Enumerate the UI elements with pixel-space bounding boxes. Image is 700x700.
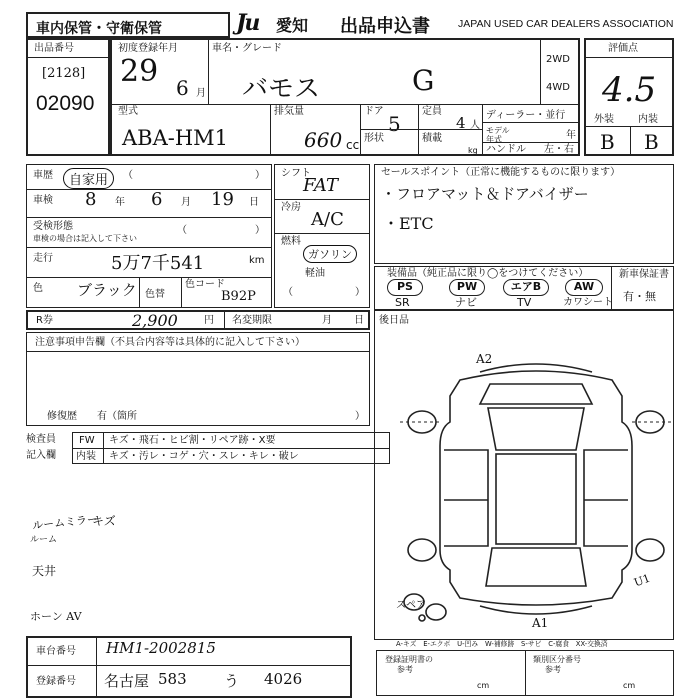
exterior-label: 外装 [594, 114, 614, 125]
mileage-unit: km [249, 255, 265, 266]
color-code-label: 色コード [185, 279, 225, 290]
year-unit: 年 [566, 130, 576, 141]
name-change-day: 日 [354, 315, 364, 326]
name-change-month: 月 [322, 315, 332, 326]
lot-number: 02090 [36, 92, 95, 115]
shift-value: FAT [303, 175, 338, 196]
handle-lr: 左・右 [544, 144, 574, 155]
insp-day: 19 [211, 189, 234, 210]
footer-ref-3: 類別区分番号 [533, 655, 581, 664]
lot-box [26, 38, 110, 156]
lot-label: 出品番号 [34, 43, 74, 54]
usage-paren: （ [123, 170, 133, 181]
equip-ps: PS [387, 279, 423, 296]
spare-label: スペア [396, 600, 426, 611]
chassis-label: 車台番号 [36, 646, 76, 657]
score-box [584, 38, 674, 156]
fuel-label: 燃料 [281, 236, 301, 247]
diagram-legend: A-キズ E-エクボ U-凹み W-補修跡 S-サビ C-腐食 XX-交換済 [396, 640, 608, 648]
reg-number: 4026 [264, 670, 303, 688]
fw-label: FW [79, 435, 95, 446]
score-value: 4.5 [602, 70, 657, 110]
interior-label: 内装 [638, 114, 658, 125]
received-note: 車検の場合は記入して下さい [33, 234, 137, 243]
registration-box [110, 38, 580, 156]
recycle-box [26, 310, 370, 330]
selling-point-1: ・フロアマット＆ドアバイザー [381, 185, 589, 203]
equipment-label: 装備品（純正品に限り◯をつけてください） [387, 268, 589, 279]
inspector-section [26, 432, 370, 466]
recycle-yen: 円 [204, 315, 214, 326]
usage-type: 自家用 [63, 168, 114, 189]
reg-area: 名古屋 [104, 672, 150, 690]
fuel-paren: （ [283, 287, 293, 298]
equip-airbag: エアB [503, 279, 549, 296]
equip-tv: TV [517, 296, 532, 309]
name-change-label: 名変期限 [232, 315, 272, 326]
form-title: 出品申込書 [340, 16, 430, 37]
handwritten-note-1c: ルーム [30, 535, 58, 545]
fuel-gas: ガソリン [303, 245, 357, 263]
displacement-label: 排気量 [274, 106, 304, 117]
equipment-box [374, 266, 674, 310]
color-value: ブラック [77, 281, 137, 299]
received-label: 受検形態 [33, 221, 73, 232]
diagram-mark-bottom: A1 [532, 616, 549, 630]
doors-value: 5 [388, 112, 401, 136]
chassis-number: HM1-2002815 [106, 639, 216, 657]
usage-box [26, 164, 272, 308]
shape-label: 形状 [364, 133, 384, 144]
displacement-unit: cc [346, 138, 360, 152]
ac-value: A/C [311, 209, 344, 230]
diagram-mark-right: U1 [632, 571, 653, 590]
exterior-grade: B [600, 130, 615, 154]
equip-sr: SR [395, 296, 410, 309]
mileage-value: 5万7千541 [111, 253, 205, 274]
model-label: 型式 [118, 106, 138, 117]
fw-box [72, 432, 390, 464]
equip-pw: PW [449, 279, 485, 296]
drive-4wd: 4WD [546, 82, 570, 93]
fuel-paren-close: ） [355, 287, 365, 298]
branch-name: 愛知 [276, 16, 309, 35]
load-label: 積載 [422, 133, 442, 144]
handwritten-note-1b: キズ [92, 514, 116, 528]
chassis-box [26, 636, 352, 698]
footer-ref-box [376, 650, 674, 696]
footer-ref-4: 参考 [545, 665, 561, 674]
handwritten-note-3: ホーン AV [30, 610, 82, 623]
footer-cm-2: cm [623, 681, 636, 690]
association-name: JAPAN USED CAR DEALERS ASSOCIATION [458, 18, 674, 30]
usage-paren-close: ） [255, 170, 265, 181]
first-reg-year: 29 [120, 54, 159, 89]
model-code: ABA-HM1 [122, 126, 229, 150]
entry-label: 記入欄 [26, 450, 56, 461]
load-unit: kg [468, 146, 478, 155]
inspector-label: 検査員 [26, 434, 56, 445]
footer-ref-2: 参考 [397, 665, 413, 674]
notes-heading: 注意事項申告欄（不具合内容等は具体的に記入して下さい） [35, 337, 305, 348]
first-reg-label: 初度登録年月 [118, 43, 178, 54]
insp-day-unit: 日 [249, 197, 259, 208]
recycle-label: R券 [36, 315, 53, 326]
handwritten-note-1: ルームミラー [31, 512, 99, 533]
car-diagram [400, 350, 672, 630]
shift-label: シフト [281, 168, 311, 179]
later-items-label: 後日品 [379, 315, 409, 326]
usage-type-label: 車歴 [33, 170, 53, 181]
car-grade: G [412, 64, 435, 97]
drivetrain-box [274, 164, 370, 308]
selling-points-box [374, 164, 674, 264]
selling-points-label: セールスポイント（正常に機能するものに限ります） [381, 167, 621, 178]
inspection-label: 車検 [33, 195, 53, 206]
ac-label: 冷房 [281, 202, 301, 213]
fuel-diesel: 軽油 [305, 268, 325, 279]
notes-box [26, 332, 370, 426]
month-unit: 月 [196, 88, 206, 99]
storage-box [26, 12, 230, 38]
footer-ref-1: 登録証明書の [385, 655, 433, 664]
name-grade-label: 車名・グレード [212, 43, 282, 54]
insp-month: 6 [151, 189, 163, 210]
handle-label: ハンドル [486, 144, 526, 155]
ju-logo: Ju [236, 10, 259, 36]
warranty-label: 新車保証書 [619, 269, 669, 280]
interior-check-label: 内装 [76, 451, 96, 462]
selling-point-2: ・ETC [383, 214, 434, 233]
storage-label: 車内保管・守衛保管 [36, 21, 162, 37]
doors-label: ドア [364, 106, 384, 117]
reg-kana: う [224, 672, 240, 690]
received-paren-close: ） [255, 225, 265, 236]
reg-class: 583 [158, 670, 187, 688]
interior-check-text: キズ・汚レ・コゲ・穴・スレ・キレ・破レ [109, 451, 299, 462]
color-label: 色 [33, 283, 43, 294]
repair-paren-close: ） [355, 411, 365, 422]
displacement-value: 660 [304, 128, 343, 152]
footer-cm-1: cm [477, 681, 490, 690]
recycle-amount: 2,900 [132, 311, 178, 330]
capacity-value: 4 [456, 114, 466, 132]
handwritten-note-2: 天井 [32, 564, 57, 578]
diagram-mark-top: A2 [476, 352, 493, 366]
equip-navi: ナビ [455, 296, 477, 309]
fw-text: キズ・飛石・ヒビ割・リペア跡・X要 [109, 435, 276, 446]
interior-grade: B [644, 130, 659, 154]
equip-aw: AW [565, 279, 603, 296]
drive-2wd: 2WD [546, 54, 570, 65]
equip-seat: カワシート [563, 297, 613, 308]
first-reg-month: 6 [176, 76, 189, 100]
model-year-label: モデル年式 [486, 126, 510, 144]
dealer-label: ディーラー・並行 [486, 110, 566, 121]
car-name: バモス [242, 74, 321, 104]
reg-label: 登録番号 [36, 676, 76, 687]
insp-year-unit: 年 [115, 197, 125, 208]
capacity-unit: 人 [470, 120, 480, 131]
color-code-value: B92P [221, 289, 256, 304]
insp-month-unit: 月 [181, 197, 191, 208]
capacity-label: 定員 [422, 106, 442, 117]
received-paren: （ [177, 225, 187, 236]
lot-bracket-code: [2128] [42, 66, 86, 81]
insp-year: 8 [85, 189, 97, 210]
warranty-value: 有・無 [623, 290, 656, 303]
mileage-label: 走行 [33, 253, 53, 264]
color-swap-label: 色替 [145, 289, 165, 300]
repair-history: 修復歴 有（箇所 [47, 411, 137, 422]
score-label: 評価点 [608, 43, 638, 54]
